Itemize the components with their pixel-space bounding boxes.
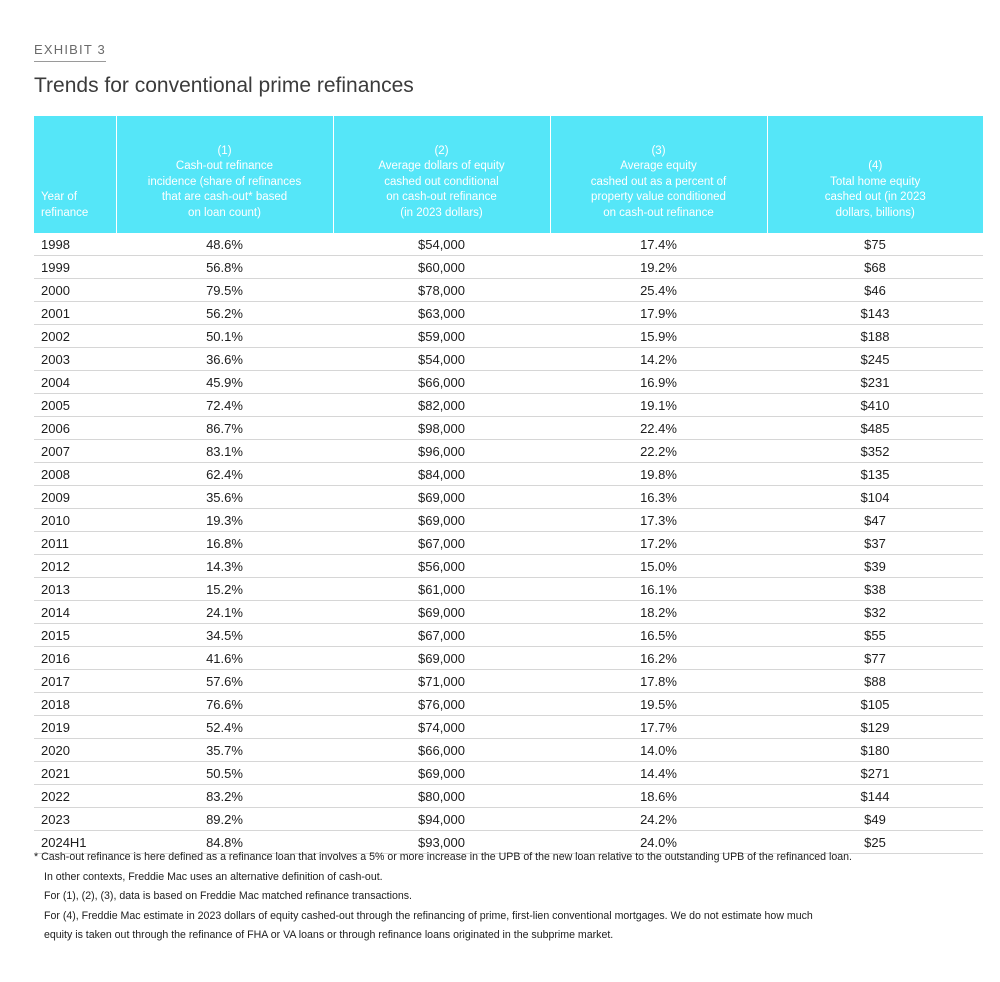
footnote-line: equity is taken out through the refinance of FHA or VA loans or through refinance loans originated in the subprime market.: [44, 929, 614, 942]
value-cell: 18.6%: [550, 785, 767, 808]
table-row: [34, 739, 983, 762]
value-cell: $63,000: [333, 302, 550, 325]
value-cell: 15.2%: [116, 578, 333, 601]
column-header-4: [767, 116, 983, 233]
value-cell: $78,000: [333, 279, 550, 302]
value-cell: $75: [767, 233, 983, 256]
value-cell: 14.2%: [550, 348, 767, 371]
year-cell: 2000: [34, 279, 116, 302]
value-cell: 17.9%: [550, 302, 767, 325]
table-row: [34, 601, 983, 624]
table-row: [34, 486, 983, 509]
value-cell: 19.8%: [550, 463, 767, 486]
column-header-line: Total home equity: [830, 175, 921, 188]
table-row: [34, 279, 983, 302]
year-cell: 2020: [34, 739, 116, 762]
value-cell: 15.9%: [550, 325, 767, 348]
value-cell: 35.7%: [116, 739, 333, 762]
value-cell: $69,000: [333, 601, 550, 624]
value-cell: 14.3%: [116, 555, 333, 578]
column-header-line: on loan count): [188, 206, 261, 219]
value-cell: $74,000: [333, 716, 550, 739]
table-row: [34, 440, 983, 463]
year-cell: 2022: [34, 785, 116, 808]
value-cell: $96,000: [333, 440, 550, 463]
column-header-line: (1): [217, 144, 232, 157]
value-cell: $143: [767, 302, 983, 325]
value-cell: 50.5%: [116, 762, 333, 785]
value-cell: 57.6%: [116, 670, 333, 693]
value-cell: $135: [767, 463, 983, 486]
value-cell: 76.6%: [116, 693, 333, 716]
year-cell: 2010: [34, 509, 116, 532]
value-cell: 14.0%: [550, 739, 767, 762]
table-row: [34, 348, 983, 371]
value-cell: 17.4%: [550, 233, 767, 256]
value-cell: $60,000: [333, 256, 550, 279]
value-cell: 41.6%: [116, 647, 333, 670]
value-cell: 50.1%: [116, 325, 333, 348]
table-row: [34, 394, 983, 417]
value-cell: 62.4%: [116, 463, 333, 486]
value-cell: 72.4%: [116, 394, 333, 417]
column-header-2: [333, 116, 550, 233]
table-body: [34, 233, 983, 854]
value-cell: 18.2%: [550, 601, 767, 624]
value-cell: $38: [767, 578, 983, 601]
value-cell: $231: [767, 371, 983, 394]
column-header-line: incidence (share of refinances: [147, 175, 302, 188]
value-cell: $129: [767, 716, 983, 739]
value-cell: 22.4%: [550, 417, 767, 440]
table-row: [34, 624, 983, 647]
table-row: [34, 762, 983, 785]
value-cell: $54,000: [333, 233, 550, 256]
value-cell: $76,000: [333, 693, 550, 716]
value-cell: $93,000: [333, 831, 550, 854]
value-cell: $104: [767, 486, 983, 509]
value-cell: $245: [767, 348, 983, 371]
value-cell: $84,000: [333, 463, 550, 486]
year-cell: 2006: [34, 417, 116, 440]
year-cell: 2018: [34, 693, 116, 716]
value-cell: 35.6%: [116, 486, 333, 509]
value-cell: $485: [767, 417, 983, 440]
year-cell: 2003: [34, 348, 116, 371]
value-cell: $410: [767, 394, 983, 417]
column-header-3: [550, 116, 767, 233]
column-header-line: that are cash-out* based: [161, 191, 288, 203]
value-cell: $37: [767, 532, 983, 555]
column-header-line: (in 2023 dollars): [400, 206, 483, 219]
column-header-line: (2): [434, 144, 449, 157]
footnote-line: * Cash-out refinance is here defined as a refinance loan that involves a 5% or more increase in the UPB of the new loan relative to the outstanding UPB of the refinanced loan.: [34, 851, 852, 863]
table-row: [34, 693, 983, 716]
table-row: [34, 463, 983, 486]
year-cell: 2011: [34, 532, 116, 555]
column-header-line: refinance: [41, 206, 89, 219]
column-header-0: [34, 116, 116, 233]
value-cell: $61,000: [333, 578, 550, 601]
value-cell: $25: [767, 831, 983, 854]
value-cell: 19.5%: [550, 693, 767, 716]
value-cell: 24.2%: [550, 808, 767, 831]
table-row: [34, 716, 983, 739]
value-cell: $67,000: [333, 624, 550, 647]
table-row: [34, 808, 983, 831]
column-header-line: on cash-out refinance: [386, 191, 497, 203]
value-cell: 56.8%: [116, 256, 333, 279]
year-cell: 1998: [34, 233, 116, 256]
value-cell: 17.7%: [550, 716, 767, 739]
value-cell: $69,000: [333, 647, 550, 670]
table-row: [34, 233, 983, 256]
year-cell: 1999: [34, 256, 116, 279]
value-cell: $59,000: [333, 325, 550, 348]
value-cell: 17.2%: [550, 532, 767, 555]
value-cell: $69,000: [333, 509, 550, 532]
table-row: [34, 371, 983, 394]
year-cell: 2005: [34, 394, 116, 417]
value-cell: 16.9%: [550, 371, 767, 394]
column-header-line: Year of: [41, 191, 78, 203]
chart-title: Trends for conventional prime refinances: [34, 74, 414, 97]
value-cell: 83.1%: [116, 440, 333, 463]
table-row: [34, 509, 983, 532]
value-cell: $352: [767, 440, 983, 463]
value-cell: $144: [767, 785, 983, 808]
value-cell: $54,000: [333, 348, 550, 371]
year-cell: 2013: [34, 578, 116, 601]
year-cell: 2004: [34, 371, 116, 394]
value-cell: $77: [767, 647, 983, 670]
value-cell: $66,000: [333, 739, 550, 762]
column-header-line: cashed out (in 2023: [824, 191, 926, 203]
table-row: [34, 302, 983, 325]
value-cell: $56,000: [333, 555, 550, 578]
value-cell: $82,000: [333, 394, 550, 417]
value-cell: 24.0%: [550, 831, 767, 854]
column-header-line: cashed out as a percent of: [590, 175, 727, 188]
column-header-line: property value conditioned: [591, 191, 726, 203]
year-cell: 2023: [34, 808, 116, 831]
value-cell: $88: [767, 670, 983, 693]
value-cell: 16.3%: [550, 486, 767, 509]
value-cell: $32: [767, 601, 983, 624]
value-cell: $69,000: [333, 762, 550, 785]
value-cell: 83.2%: [116, 785, 333, 808]
value-cell: 19.2%: [550, 256, 767, 279]
value-cell: $80,000: [333, 785, 550, 808]
value-cell: 17.8%: [550, 670, 767, 693]
table-row: [34, 417, 983, 440]
value-cell: 84.8%: [116, 831, 333, 854]
value-cell: 52.4%: [116, 716, 333, 739]
year-cell: 2017: [34, 670, 116, 693]
table-row: [34, 555, 983, 578]
value-cell: $180: [767, 739, 983, 762]
value-cell: 56.2%: [116, 302, 333, 325]
footnotes: [34, 848, 974, 946]
value-cell: $71,000: [333, 670, 550, 693]
year-cell: 2012: [34, 555, 116, 578]
value-cell: 25.4%: [550, 279, 767, 302]
table-header-row: [34, 116, 983, 233]
value-cell: $188: [767, 325, 983, 348]
year-cell: 2019: [34, 716, 116, 739]
value-cell: $94,000: [333, 808, 550, 831]
column-header-line: cashed out conditional: [384, 175, 499, 188]
exhibit-label: EXHIBIT 3: [34, 42, 106, 62]
table-row: [34, 325, 983, 348]
value-cell: $271: [767, 762, 983, 785]
footnote-line: In other contexts, Freddie Mac uses an alternative definition of cash-out.: [44, 870, 383, 883]
year-cell: 2015: [34, 624, 116, 647]
table-row: [34, 256, 983, 279]
value-cell: $69,000: [333, 486, 550, 509]
value-cell: 48.6%: [116, 233, 333, 256]
year-cell: 2007: [34, 440, 116, 463]
value-cell: 16.5%: [550, 624, 767, 647]
value-cell: $55: [767, 624, 983, 647]
value-cell: $66,000: [333, 371, 550, 394]
value-cell: 86.7%: [116, 417, 333, 440]
column-header-line: Average dollars of equity: [378, 160, 505, 172]
column-header-line: Cash-out refinance: [175, 160, 274, 172]
value-cell: $46: [767, 279, 983, 302]
table-row: [34, 578, 983, 601]
value-cell: 24.1%: [116, 601, 333, 624]
column-header-line: (4): [868, 160, 883, 172]
year-cell: 2001: [34, 302, 116, 325]
value-cell: $47: [767, 509, 983, 532]
table-row: [34, 785, 983, 808]
column-header-line: on cash-out refinance: [603, 206, 714, 219]
value-cell: $67,000: [333, 532, 550, 555]
value-cell: $105: [767, 693, 983, 716]
column-header-line: Average equity: [620, 160, 697, 172]
year-cell: 2024H1: [34, 831, 116, 854]
value-cell: 34.5%: [116, 624, 333, 647]
value-cell: $68: [767, 256, 983, 279]
year-cell: 2016: [34, 647, 116, 670]
value-cell: 19.3%: [116, 509, 333, 532]
value-cell: 14.4%: [550, 762, 767, 785]
value-cell: 16.8%: [116, 532, 333, 555]
value-cell: 15.0%: [550, 555, 767, 578]
value-cell: 79.5%: [116, 279, 333, 302]
year-cell: 2002: [34, 325, 116, 348]
column-header-line: (3): [651, 144, 666, 157]
year-cell: 2009: [34, 486, 116, 509]
footnote-line: For (1), (2), (3), data is based on Freddie Mac matched refinance transactions.: [44, 890, 413, 903]
value-cell: $49: [767, 808, 983, 831]
value-cell: 17.3%: [550, 509, 767, 532]
value-cell: $39: [767, 555, 983, 578]
value-cell: $98,000: [333, 417, 550, 440]
column-header-line: dollars, billions): [835, 206, 915, 219]
table-row: [34, 670, 983, 693]
value-cell: 16.1%: [550, 578, 767, 601]
value-cell: 16.2%: [550, 647, 767, 670]
value-cell: 22.2%: [550, 440, 767, 463]
footnote-line: For (4), Freddie Mac estimate in 2023 dollars of equity cashed-out through the refinancing of prime, first-lien conventional mortgages. We do not estimate how much: [44, 909, 813, 922]
table-row: [34, 647, 983, 670]
value-cell: 89.2%: [116, 808, 333, 831]
value-cell: 45.9%: [116, 371, 333, 394]
column-header-1: [116, 116, 333, 233]
table-row: [34, 532, 983, 555]
year-cell: 2008: [34, 463, 116, 486]
value-cell: 36.6%: [116, 348, 333, 371]
value-cell: 19.1%: [550, 394, 767, 417]
year-cell: 2014: [34, 601, 116, 624]
year-cell: 2021: [34, 762, 116, 785]
data-table: [34, 116, 983, 854]
